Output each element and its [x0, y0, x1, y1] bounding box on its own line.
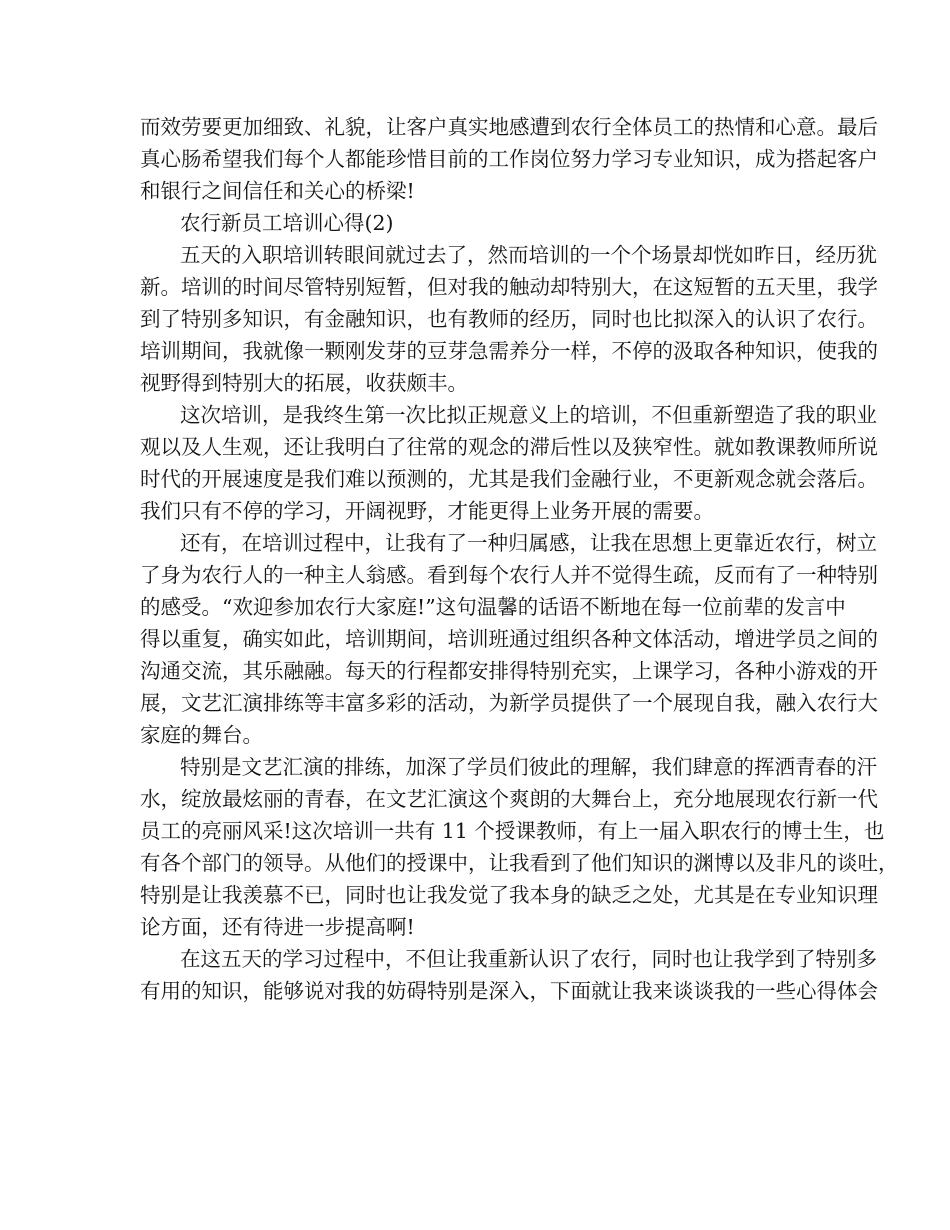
- body-line: 了身为农行人的一种主人翁感。看到每个农行人并不觉得生疏，反而有了一种特别: [140, 563, 878, 587]
- body-line: 五天的入职培训转眼间就过去了，然而培训的一个个场景却恍如昨日，经历犹: [180, 243, 877, 267]
- body-line: 到了特别多知识，有金融知识，也有教师的经历，同时也比拟深入的认识了农行。: [140, 307, 878, 331]
- body-line: 得以重复，确实如此，培训期间，培训班通过组织各种文体活动，增进学员之间的: [140, 627, 878, 651]
- body-line: 而效劳要更加细致、礼貌，让客户真实地感遭到农行全体员工的热情和心意。最后: [140, 115, 878, 139]
- body-line: 的感受。“欢迎参加农行大家庭!”这句温馨的话语不断地在每一位前辈的发言中: [140, 595, 846, 619]
- body-line: 时代的开展速度是我们难以预测的，尤其是我们金融行业，不更新观念就会落后。: [140, 467, 878, 491]
- body-line: 视野得到特别大的拓展，收获颇丰。: [140, 371, 468, 395]
- body-line: 家庭的舞台。: [140, 723, 263, 747]
- body-line: 在这五天的学习过程中，不但让我重新认识了农行，同时也让我学到了特别多: [180, 947, 877, 971]
- section-title: 农行新员工培训心得(2): [180, 211, 394, 235]
- body-line: 真心肠希望我们每个人都能珍惜目前的工作岗位努力学习专业知识，成为搭起客户: [140, 147, 878, 171]
- body-line: 员工的亮丽风采!这次培训一共有 11 个授课教师，有上一届入职农行的博士生，也: [140, 819, 885, 843]
- document-body: [140, 111, 899, 1007]
- body-line: 展，文艺汇演排练等丰富多彩的活动，为新学员提供了一个展现自我，融入农行大: [140, 691, 878, 715]
- body-line: 这次培训，是我终生第一次比拟正规意义上的培训，不但重新塑造了我的职业: [180, 403, 877, 427]
- body-line: 新。培训的时间尽管特别短暂，但对我的触动却特别大，在这短暂的五天里，我学: [140, 275, 878, 299]
- body-line: 还有，在培训过程中，让我有了一种归属感，让我在思想上更靠近农行，树立: [180, 531, 877, 555]
- body-line: 有各个部门的领导。从他们的授课中，让我看到了他们知识的渊博以及非凡的谈吐，: [140, 851, 899, 875]
- body-line: 观以及人生观，还让我明白了往常的观念的滞后性以及狭窄性。就如教课教师所说: [140, 435, 878, 459]
- body-line: 沟通交流，其乐融融。每天的行程都安排得特别充实，上课学习，各种小游戏的开: [140, 659, 878, 683]
- body-line: 我们只有不停的学习，开阔视野，才能更得上业务开展的需要。: [140, 499, 714, 523]
- body-line: 水，绽放最炫丽的青春，在文艺汇演这个爽朗的大舞台上，充分地展现农行新一代: [140, 787, 878, 811]
- body-line: 有用的知识，能够说对我的妨碍特别是深入，下面就让我来谈谈我的一些心得体会: [140, 979, 878, 1003]
- body-line: 和银行之间信任和关心的桥梁!: [140, 179, 415, 203]
- body-line: 培训期间，我就像一颗刚发芽的豆芽急需养分一样，不停的汲取各种知识，使我的: [140, 339, 878, 363]
- body-line: 论方面，还有待进一步提高啊!: [140, 915, 415, 939]
- body-line: 特别是让我羡慕不已，同时也让我发觉了我本身的缺乏之处，尤其是在专业知识理: [140, 883, 878, 907]
- body-line: 特别是文艺汇演的排练，加深了学员们彼此的理解，我们肆意的挥洒青春的汗: [180, 755, 877, 779]
